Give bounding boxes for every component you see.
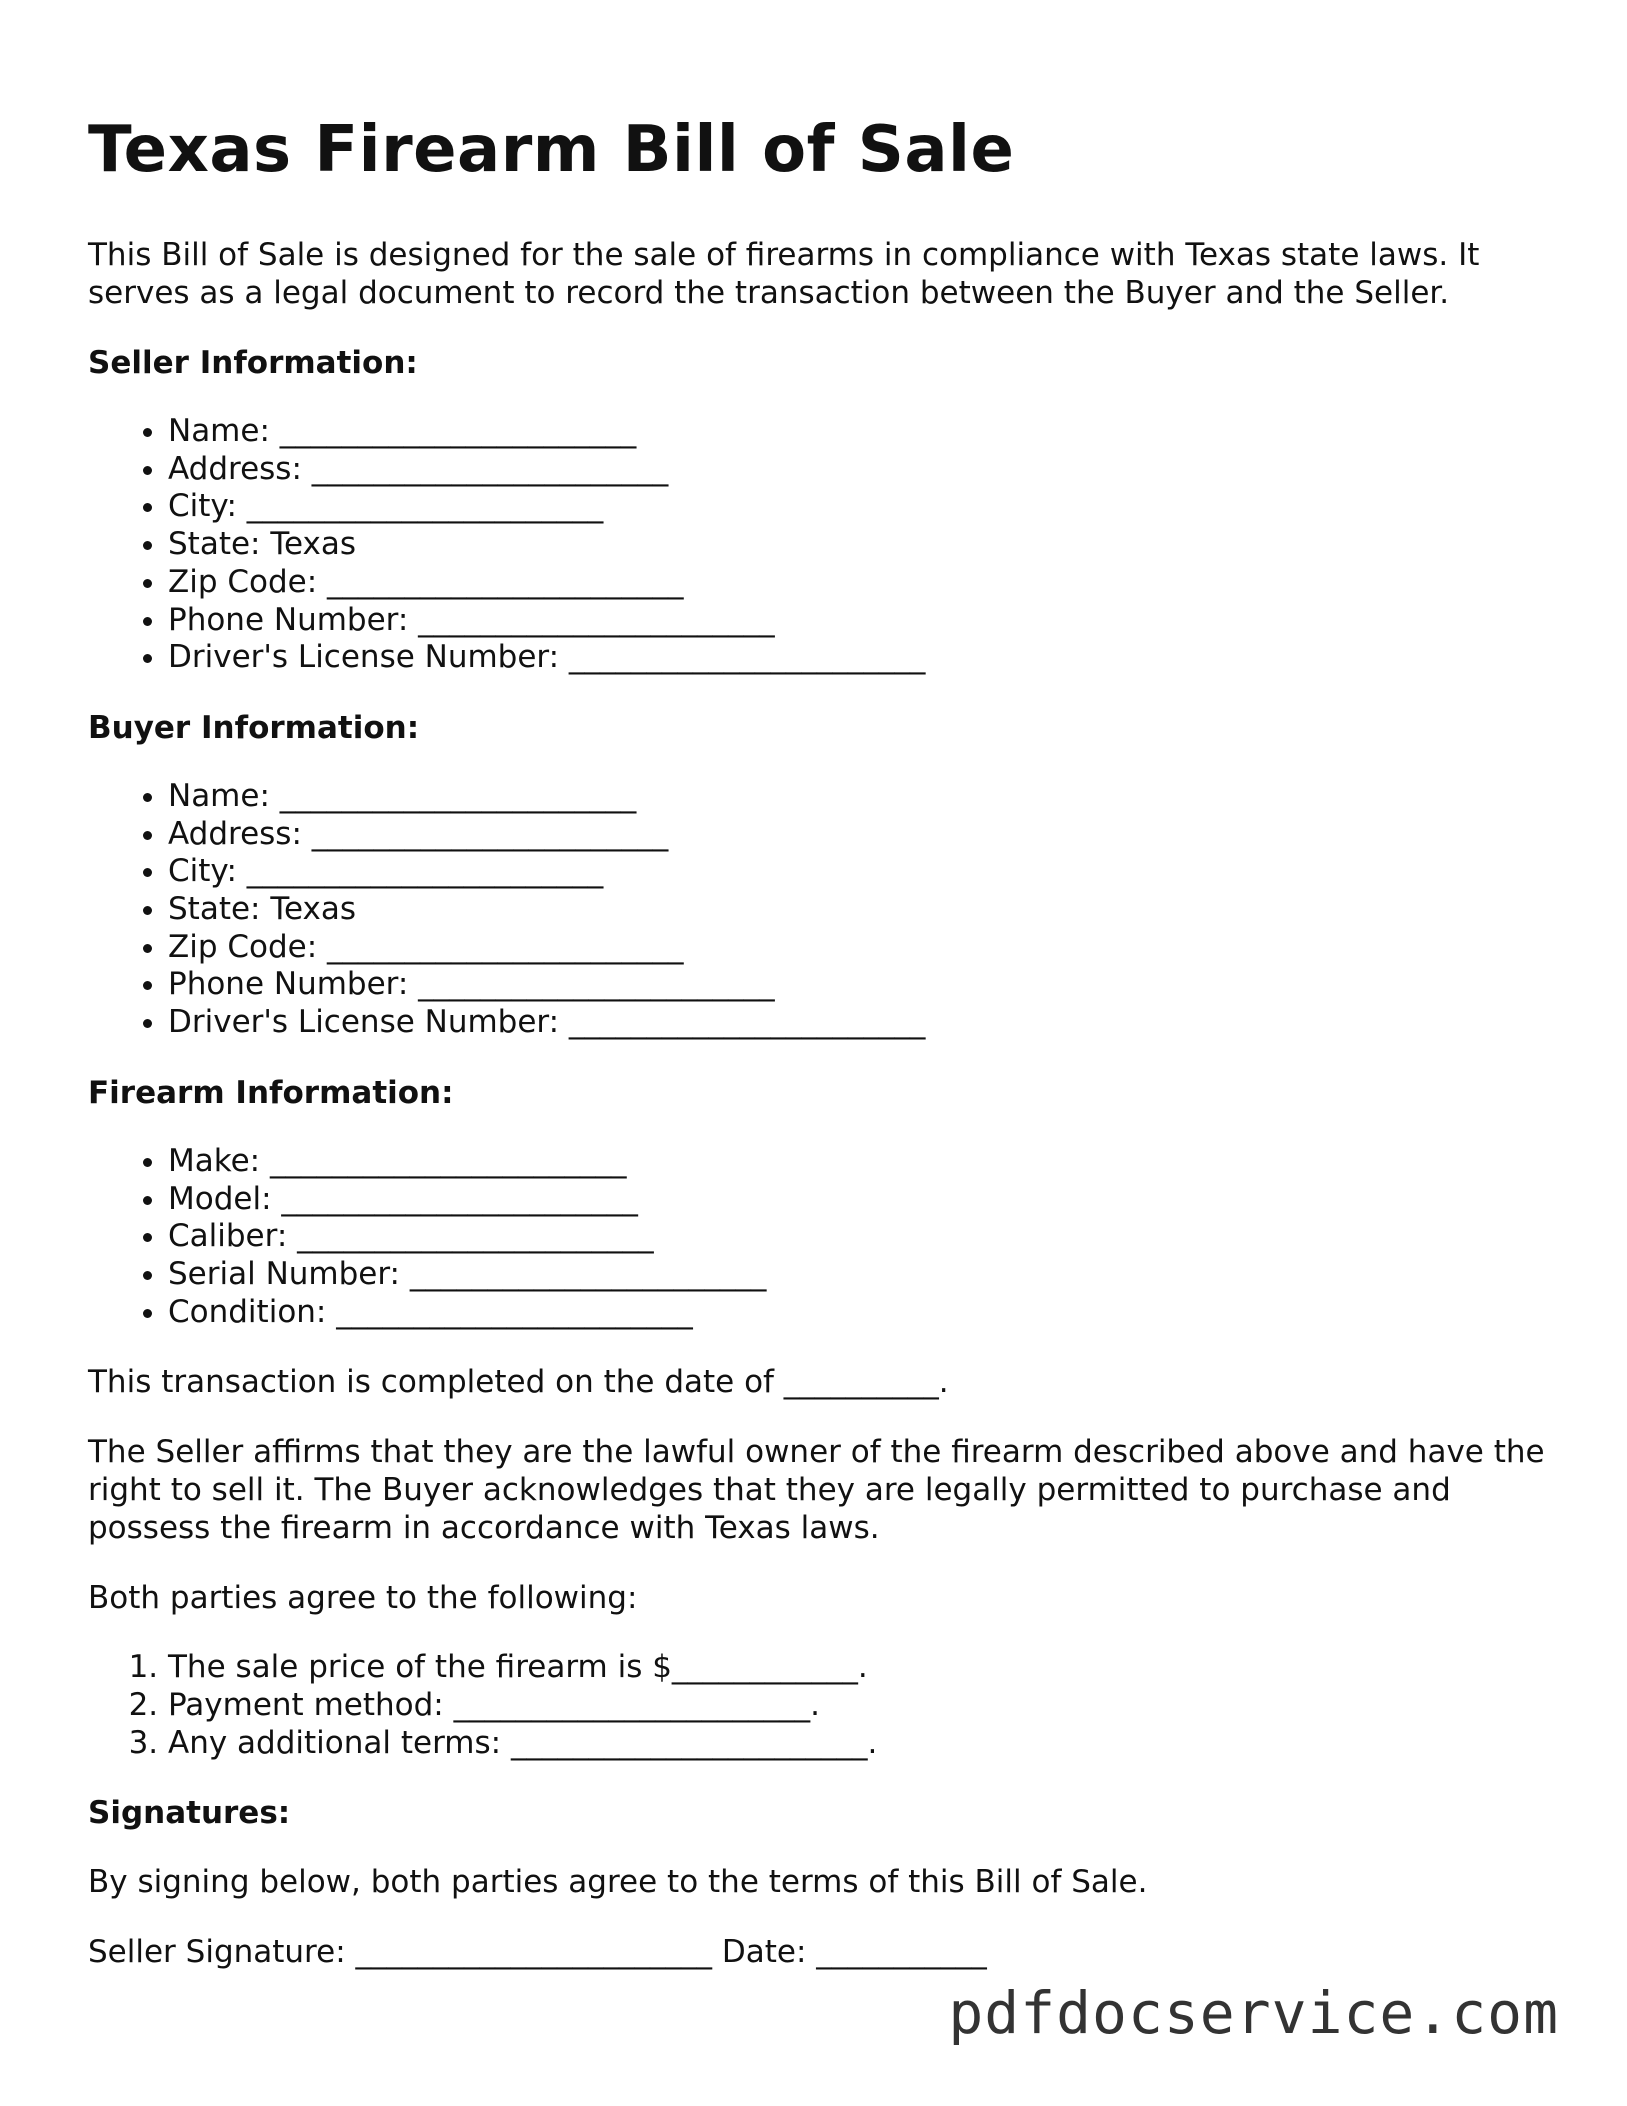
buyer-zip-field: • Zip Code: _______________________ — [168, 929, 1548, 967]
buyer-phone-field: • Phone Number: _______________________ — [168, 966, 1548, 1004]
buyer-state-field: • State: Texas — [168, 891, 1548, 929]
seller-state-field: • State: Texas — [168, 526, 1548, 564]
firearm-heading: Firearm Information: — [88, 1074, 454, 1111]
firearm-serial-field: • Serial Number: _______________________ — [168, 1256, 1548, 1294]
firearm-info-list — [88, 1143, 1548, 1332]
signatures-heading: Signatures: — [88, 1795, 291, 1832]
seller-info-list — [88, 413, 1548, 677]
terms-list — [88, 1649, 1548, 1762]
buyer-info-list — [88, 778, 1548, 1042]
transaction-date-line: This transaction is completed on the date of __________. — [88, 1364, 949, 1401]
agreement-intro: Both parties agree to the following: — [88, 1580, 638, 1617]
document-page — [88, 108, 1548, 2003]
intro-paragraph: This Bill of Sale is designed for the sale of firearms in compliance with Texas state laws. It serves as a legal document to record the transaction between the Buyer and the Seller. — [88, 237, 1480, 311]
buyer-address-field: • Address: _______________________ — [168, 816, 1548, 854]
seller-city-field: • City: _______________________ — [168, 488, 1548, 526]
seller-license-field: • Driver's License Number: _______________________ — [168, 639, 1548, 677]
firearm-model-field: • Model: _______________________ — [168, 1181, 1548, 1219]
seller-address-field: • Address: _______________________ — [168, 451, 1548, 489]
affirmation-paragraph: The Seller affirms that they are the lawful owner of the firearm described above and have the right to sell it. The Buyer acknowledges that they are legally permitted to purchase and possess the firearm in accordance with Texas laws. — [88, 1434, 1545, 1547]
buyer-heading: Buyer Information: — [88, 709, 420, 746]
seller-heading: Seller Information: — [88, 345, 418, 381]
buyer-license-field: • Driver's License Number: _______________________ — [168, 1004, 1548, 1042]
firearm-caliber-field: • Caliber: _______________________ — [168, 1218, 1548, 1256]
term-payment-method: 2. Payment method: _______________________. — [168, 1687, 1548, 1725]
term-sale-price: 1. The sale price of the firearm is $____________. — [168, 1649, 1548, 1687]
document-title: Texas Firearm Bill of Sale — [88, 113, 1015, 187]
watermark-text: pdfdocservice.com — [948, 1979, 1559, 2047]
seller-phone-field: • Phone Number: _______________________ — [168, 602, 1548, 640]
buyer-name-field: • Name: _______________________ — [168, 778, 1548, 816]
seller-zip-field: • Zip Code: _______________________ — [168, 564, 1548, 602]
seller-name-field: • Name: _______________________ — [168, 413, 1548, 451]
firearm-condition-field: • Condition: _______________________ — [168, 1294, 1548, 1332]
seller-signature-line: Seller Signature: _______________________ Date: ___________ — [88, 1934, 987, 1971]
buyer-city-field: • City: _______________________ — [168, 853, 1548, 891]
term-additional: 3. Any additional terms: _______________________. — [168, 1725, 1548, 1763]
signatures-statement: By signing below, both parties agree to the terms of this Bill of Sale. — [88, 1864, 1148, 1901]
firearm-make-field: • Make: _______________________ — [168, 1143, 1548, 1181]
